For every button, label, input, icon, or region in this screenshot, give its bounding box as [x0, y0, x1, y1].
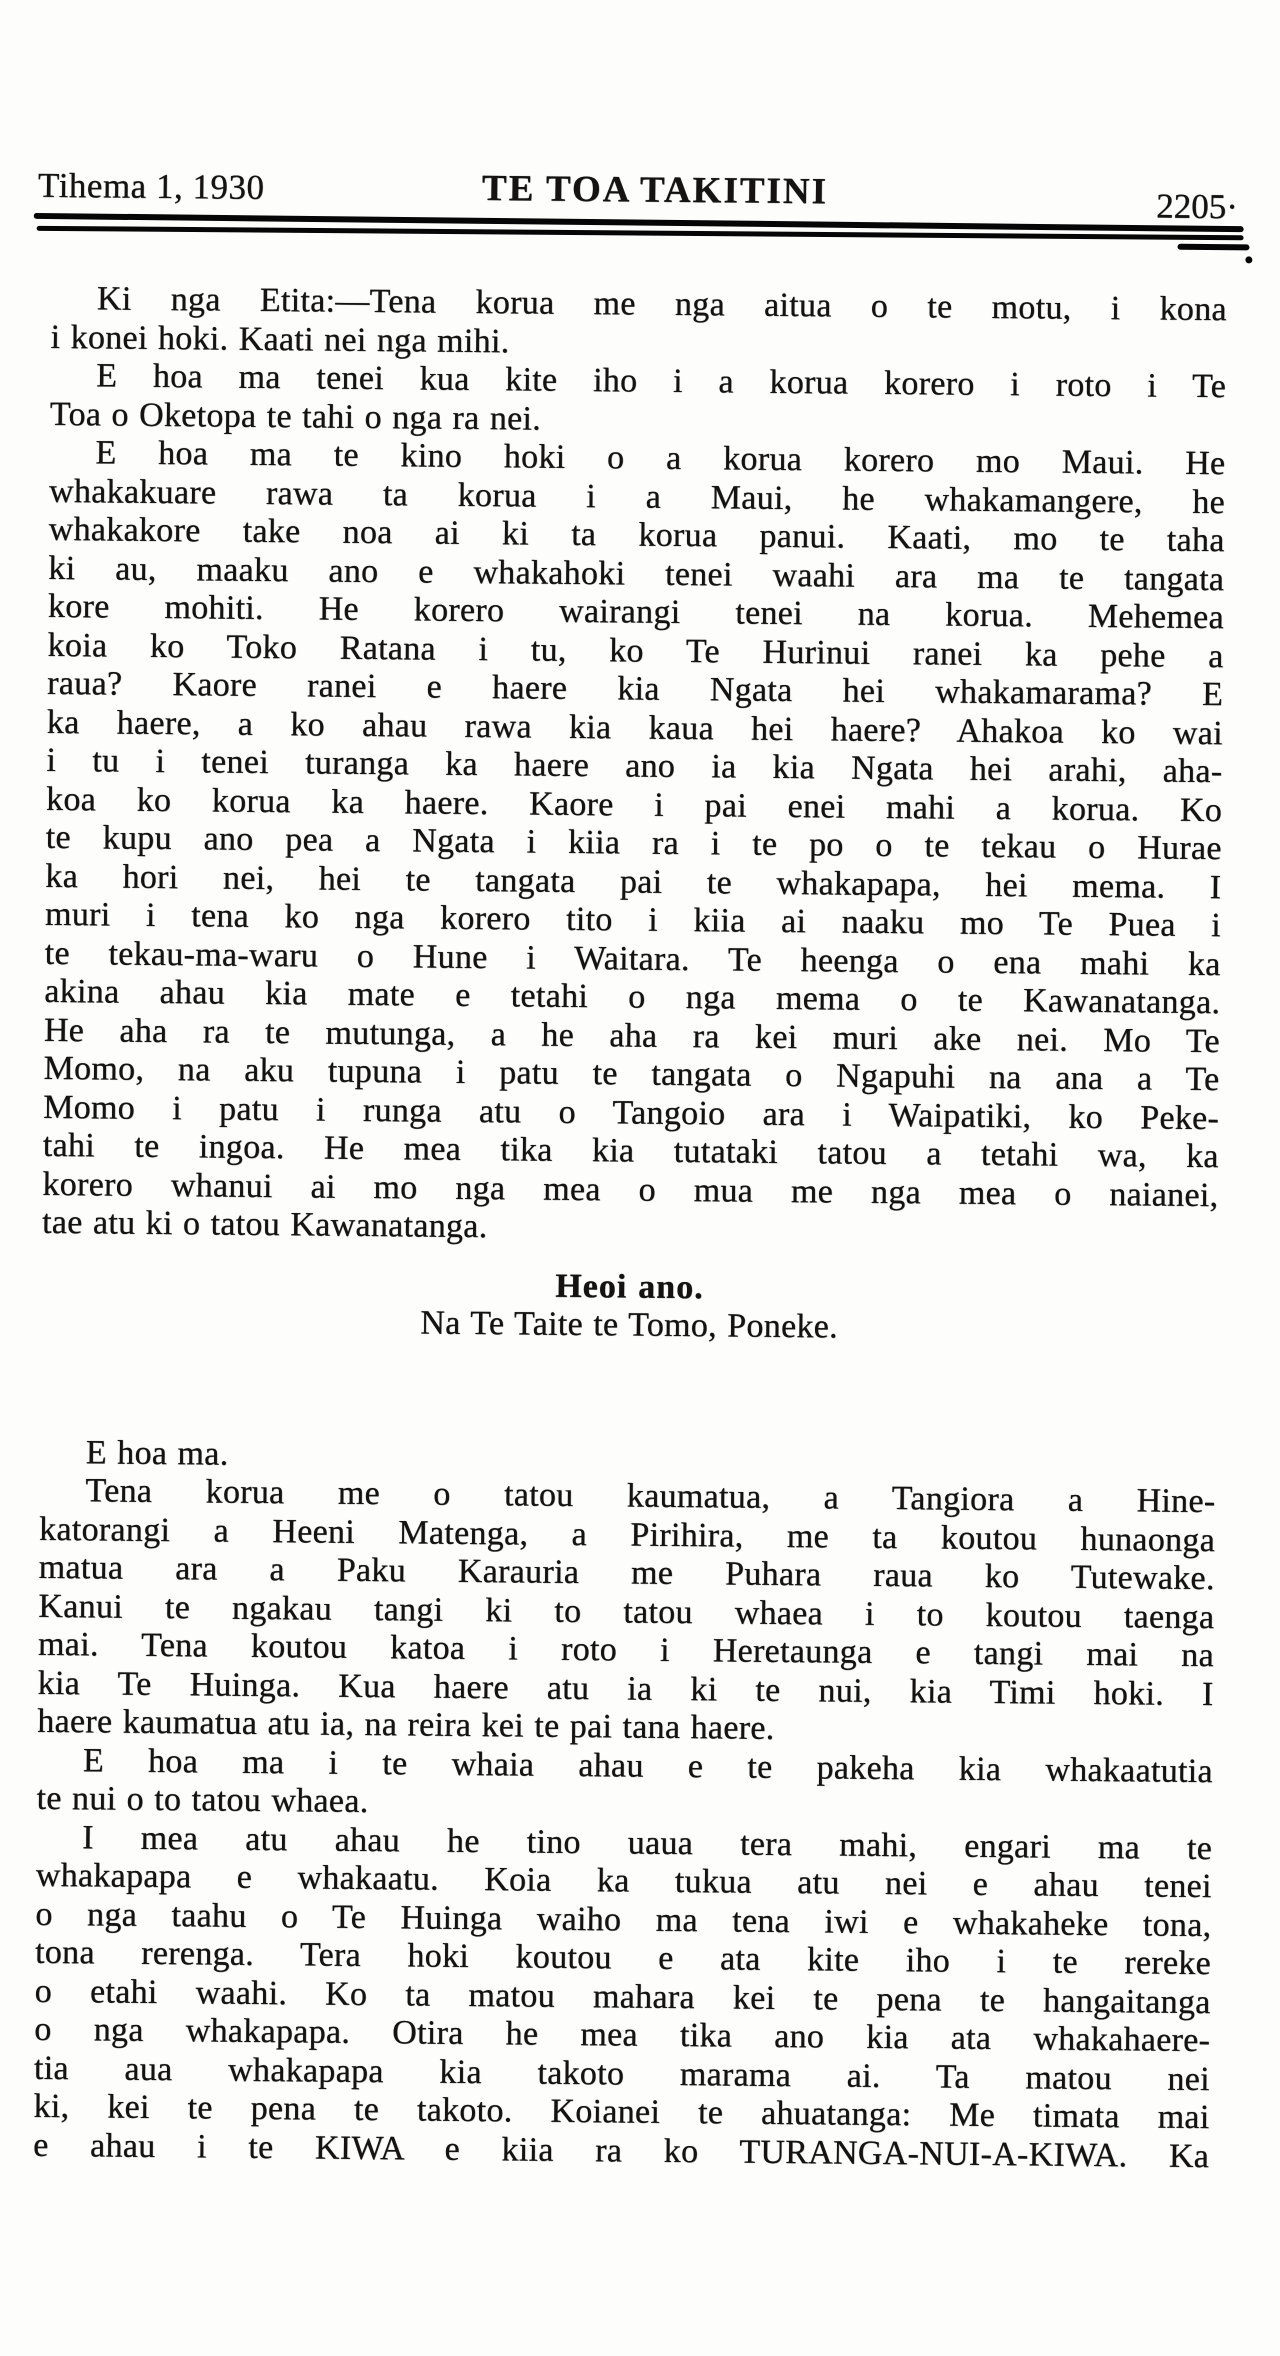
text-line: Kanui te ngakau tangi ki to tatou whaea i to koutou taenga: [38, 1587, 1215, 1636]
paragraph: [50, 280, 1227, 368]
text-line: Ki nga Etita:—Tena korua me nga aitua o te motu, i kona: [96, 280, 1228, 329]
text-line: te tekau-ma-waru o Hune i Waitara. Te heenga o ena mahi ka: [44, 934, 1221, 983]
text-line: o etahi waahi. Ko ta matou mahara kei te pena te hangaitanga: [34, 1972, 1211, 2021]
paragraph: [42, 434, 1226, 1254]
text-line: katorangi a Heeni Matenga, a Pirihira, me ta koutou hunaonga: [38, 1510, 1216, 1559]
text-line: whakakuare rawa ta korua i a Maui, he whakamangere, he: [48, 472, 1226, 521]
text-line: E hoa ma te kino hoki o a korua korero mo Maui. He: [95, 434, 1226, 483]
text-line: matua ara a Paku Karauria me Puhara raua ko Tutewake.: [38, 1548, 1215, 1598]
text-line: akina ahau kia mate e tetahi o nga mema o te Kawanatanga.: [44, 972, 1221, 1022]
page-header: [0, 159, 1280, 227]
masthead-title: TE TOA TAKITINI: [481, 168, 829, 213]
text-line: mai. Tena koutou katoa i roto i Heretaunga e tangi mai na: [37, 1625, 1215, 1675]
text-line: tona rerenga. Tera hoki koutou e ata kite iho i te rereke: [34, 1933, 1212, 1983]
text-line: Momo, na aku tupuna i patu te tangata o Ngapuhi na ana a Te: [43, 1049, 1220, 1099]
letter-to-editors: [41, 280, 1227, 1351]
text-line: ki au, maaku ano e whakahoki tenei waahi ara ma te tangata: [48, 549, 1225, 598]
text-line: koia ko Toko Ratana i tu, ko Te Hurinui ranei ka pehe a: [47, 626, 1224, 675]
text-line: kia Te Huinga. Kua haere atu ia ki te nui, kia Timi hoki. I: [37, 1664, 1214, 1713]
text-line: haere kaumatua atu ia, na reira kei te pai tana haere.: [37, 1702, 775, 1747]
closing-line: Heoi ano.: [555, 1267, 704, 1306]
paragraph: [37, 1472, 1216, 1753]
text-line: E hoa ma i te whaia ahau e te pakeha kia whakaatutia: [82, 1741, 1214, 1790]
text-line: korero whanui ai mo nga mea o mua me nga mea o naianei,: [42, 1165, 1219, 1214]
text-line: te nui o to tatou whaea.: [36, 1779, 369, 1821]
text-line: tahi te ingoa. He mea tika kia tutataki tatou a tetahi wa, ka: [42, 1126, 1219, 1176]
text-line: ka haere, a ko ahau rawa kia kaua hei haere? Ahakoa ko wai: [46, 703, 1224, 752]
text-line: raua? Kaore ranei e haere kia Ngata hei whakamarama? E: [47, 664, 1224, 714]
text-line: e ahau i te KIWA e kiia ra ko TURANGA-NUI-A-KIWA. Ka: [33, 2126, 1210, 2175]
paragraph: [33, 1818, 1212, 2176]
text-line: i tu i tenei turanga ka haere ano ia kia Ngata hei arahi, aha-: [46, 741, 1223, 791]
text-line: o nga taahu o Te Huinga waiho ma tena iwi e whakaheke tona,: [35, 1895, 1212, 1944]
salutation-line: E hoa ma.: [85, 1433, 229, 1473]
text-line: ka hori nei, hei te tangata pai te whakapapa, hei mema. I: [45, 857, 1222, 906]
text-line: tae atu ki o tatou Kawanatanga.: [41, 1203, 488, 1246]
text-line: He aha ra te mutunga, a he aha ra kei muri ake nei. Mo Te: [43, 1011, 1221, 1060]
text-line: te kupu ano pea a Ngata i kiia ra i te po o te tekau o Hurae: [45, 818, 1222, 868]
text-line: Momo i patu i runga atu o Tangoio ara i Waipatiki, ko Peke-: [43, 1088, 1220, 1137]
text-line: o nga whakapapa. Otira he mea tika ano kia ata whakahaere-: [34, 2010, 1211, 2060]
article-body: [33, 280, 1227, 2176]
text-line: koa ko korua ka haere. Kaore i pai enei mahi a korua. Ko: [45, 780, 1223, 829]
text-line: Tena korua me o tatou kaumatua, a Tangiora a Hine-: [85, 1472, 1216, 1521]
text-line: tia aua whakapapa kia takoto marama ai. Ta matou nei: [33, 2049, 1211, 2098]
text-line: Toa o Oketopa te tahi o nga ra nei.: [49, 395, 542, 438]
text-line: whakapapa e whakaatu. Koia ka tukua atu nei e ahau tenei: [35, 1856, 1212, 1906]
divider-end-dot: [1245, 256, 1252, 263]
text-line: whakakore take noa ai ki ta korua panui. Kaati, mo te taha: [48, 510, 1225, 560]
second-letter: [33, 1433, 1216, 2176]
text-line: kore mohiti. He korero wairangi tenei na korua. Mehemea: [47, 587, 1225, 637]
page-number: 2205·: [1156, 186, 1239, 227]
header-divider: [33, 214, 1243, 256]
text-line: ki, kei te pena te takoto. Koianei te ahuatanga: Me timata mai: [33, 2087, 1210, 2137]
paragraph: [50, 357, 1227, 445]
signature-line: Na Te Taite te Tomo, Poneke.: [420, 1304, 839, 1346]
letter-closing: [41, 1262, 1218, 1350]
text-line: muri i tena ko nga korero tito i kiia ai naaku mo Te Puea i: [44, 895, 1222, 945]
text-line: E hoa ma tenei kua kite iho i a korua korero i roto i Te: [96, 357, 1227, 406]
text-line: i konei hoki. Kaati nei nga mihi.: [50, 318, 510, 360]
text-line: I mea atu ahau he tino uaua tera mahi, engari ma te: [82, 1818, 1213, 1867]
paragraph: [36, 1741, 1213, 1829]
divider-end-dash: [1177, 244, 1249, 251]
issue-date: Tihema 1, 1930: [37, 165, 265, 207]
